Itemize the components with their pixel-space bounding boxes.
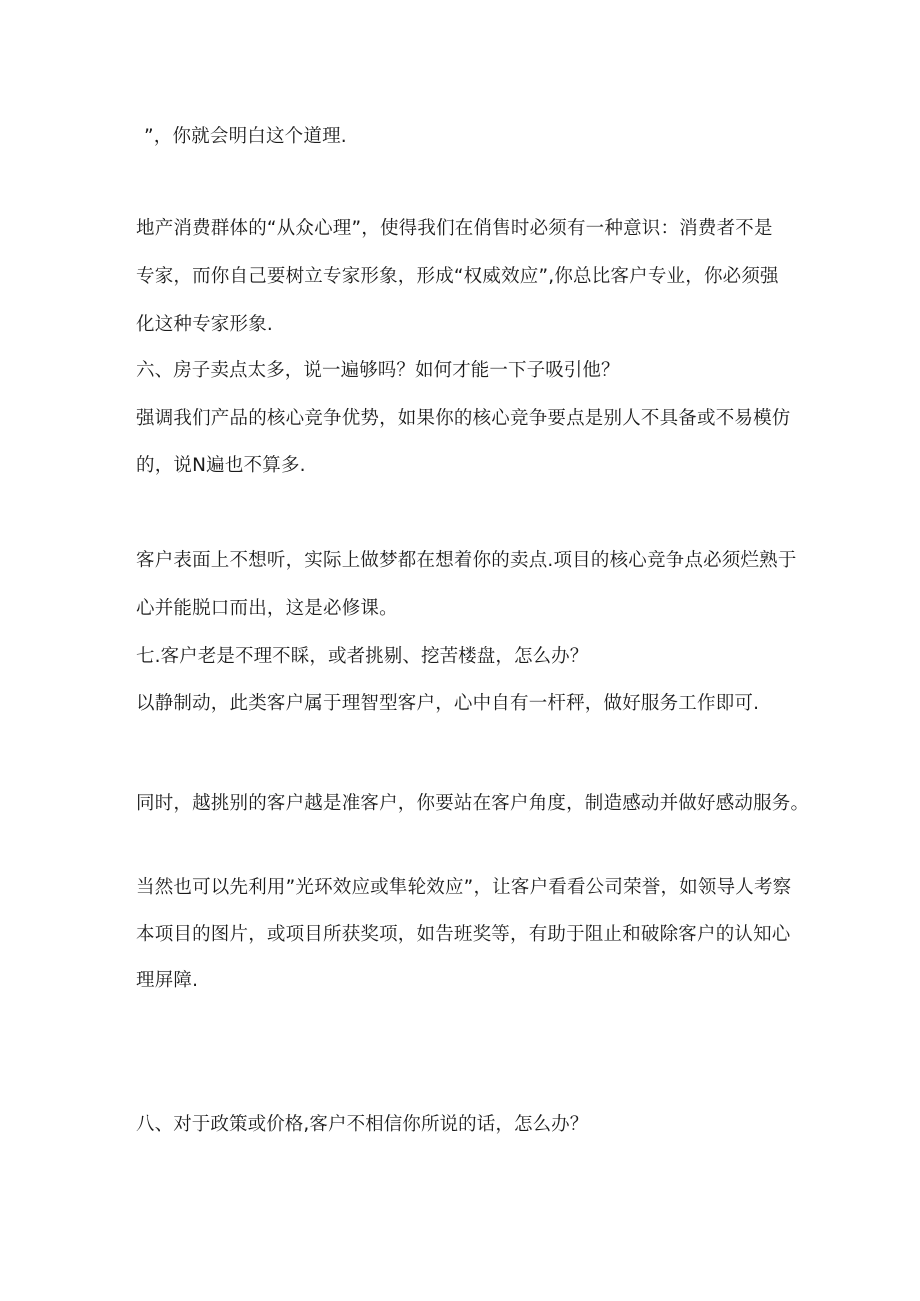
section-heading-7: 七.客户老是不理不睬，或者挑剔、挖苦楼盘，怎么办？ <box>136 646 589 667</box>
paragraph-line: 理屏障. <box>136 970 199 991</box>
paragraph-line: 专家，而你自己要树立专家形象，形成“权威效应”,你总比客户专业，你必须强 <box>136 266 779 287</box>
paragraph-line: 本项目的图片，或项目所获奖项，如告班奖等，有助于阻止和破除客户的认知心 <box>136 924 791 945</box>
paragraph-line: 同时，越挑别的客户越是准客户，你要站在客户角度，制造感动并做好感动服务。 <box>136 793 810 814</box>
paragraph-line: ”，你就会明白这个道理. <box>144 126 347 147</box>
paragraph-line: 客户表面上不想听，实际上做梦都在想着你的卖点.项目的核心竞争点必须烂熟于 <box>136 550 797 571</box>
paragraph-line: 的，说N遍也不算多. <box>136 455 306 476</box>
section-heading-6: 六、房子卖点太多，说一遍够吗？如何才能一下子吸引他？ <box>136 360 620 381</box>
paragraph-line: 强调我们产品的核心竞争优势，如果你的核心竞争要点是别人不具备或不易模仿 <box>136 408 791 429</box>
paragraph-line: 以静制动，此类客户属于理智型客户，心中自有一杆秤，做好服务工作即可. <box>136 693 760 714</box>
section-heading-8: 八、对于政策或价格,客户不相信你所说的话，怎么办？ <box>136 1114 589 1135</box>
paragraph-line: 当然也可以先利用”光环效应或隼轮效应”，让客户看看公司荣誉，如领导人考察 <box>136 877 792 898</box>
paragraph-line: 心并能脱口而出，这是必修课。 <box>136 598 398 619</box>
paragraph-line: 化这种专家形象. <box>136 314 273 335</box>
paragraph-line: 地产消费群体的“从众心理”，使得我们在俏售时必须有一种意识：消费者不是 <box>136 218 773 239</box>
